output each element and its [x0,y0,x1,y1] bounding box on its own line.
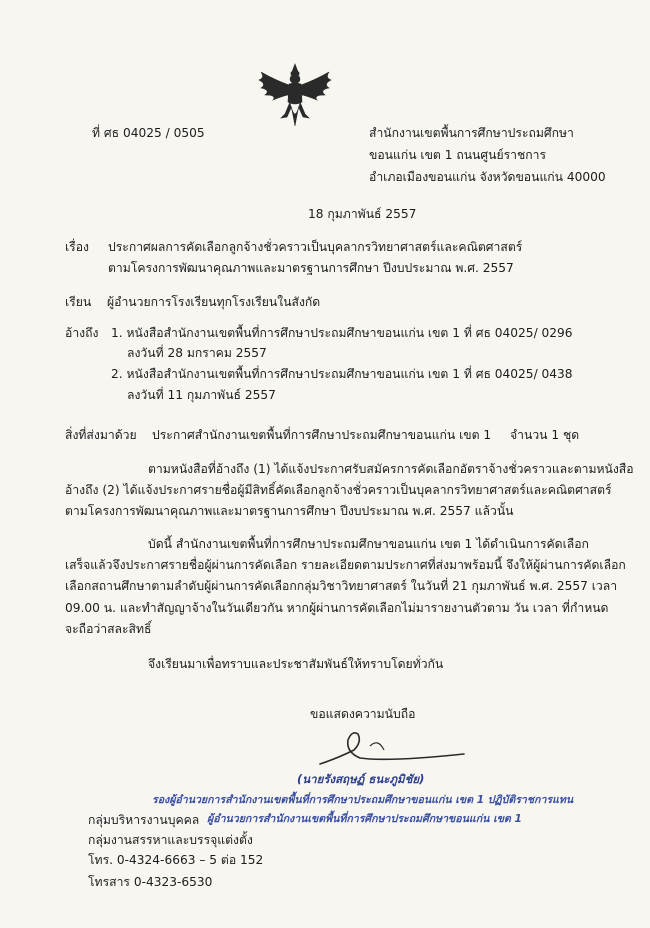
footer-unit: กลุ่มงานสรรหาและบรรจุแต่งตั้ง [88,833,253,847]
paragraph-3: จึงเรียนมาเพื่อทราบและประชาสัมพันธ์ให้ทราบโดยทั่วกัน [148,657,444,671]
reference-2-line1: 2. หนังสือสำนักงานเขตพื้นที่การศึกษาประถมศึกษาขอนแก่น เขต 1 ที่ ศธ 04025/ 0438 [111,367,573,381]
paragraph-2-line3: เลือกสถานศึกษาตามลำดับผู้ผ่านการคัดเลือกกลุ่มวิชาวิทยาศาสตร์ ในวันที่ 21 กุมภาพันธ์ พ.ศ. 2557 เวลา [65,579,618,593]
paragraph-2-line5: จะถือว่าสละสิทธิ์ [65,622,152,636]
subject-label: เรื่อง [65,240,89,254]
recipient-label: เรียน [65,295,92,309]
paragraph-2-line1: บัดนี้ สำนักงานเขตพื้นที่การศึกษาประถมศึกษาขอนแก่น เขต 1 ได้ดำเนินการคัดเลือก [148,537,589,551]
letter-date: 18 กุมภาพันธ์ 2557 [308,207,417,221]
signer-position-line1: รองผู้อำนวยการสำนักงานเขตพื้นที่การศึกษาประถมศึกษาขอนแก่น เขต 1 ปฏิบัติราชการแทน [152,794,574,806]
paragraph-1-line2: อ้างถึง (2) ได้แจ้งประกาศรายชื่อผู้มีสิทธิ์คัดเลือกลูกจ้างชั่วคราวเป็นบุคลากรวิทยาศาสตร์และคณิตศาสตร์ [65,483,612,497]
paragraph-2-line2: เสร็จแล้วจึงประกาศรายชื่อผู้ผ่านการคัดเลือก รายละเอียดตามประกาศที่ส่งมาพร้อมนี้ จึงให้ผู้ผ่านการคัดเลือก [65,558,626,572]
office-address-line1: สำนักงานเขตพื้นการศึกษาประถมศึกษา [369,126,574,140]
closing-salutation: ขอแสดงความนับถือ [310,707,416,721]
recipient-text: ผู้อำนวยการโรงเรียนทุกโรงเรียนในสังกัด [107,295,321,309]
paragraph-2-line4: 09.00 น. และทำสัญญาจ้างในวันเดียวกัน หากผู้ผ่านการคัดเลือกไม่มารายงานตัวตาม วัน เวลา ที่กำหนด [65,601,609,615]
signature [318,728,466,770]
subject-line2: ตามโครงการพัฒนาคุณภาพและมาตรฐานการศึกษา ปีงบประมาณ พ.ศ. 2557 [108,261,514,275]
reference-number: ที่ ศธ 04025 / 0505 [92,126,205,140]
reference-2-line2: ลงวันที่ 11 กุมภาพันธ์ 2557 [127,388,276,402]
enclosure-quantity: จำนวน 1 ชุด [510,428,580,442]
subject-line1: ประกาศผลการคัดเลือกลูกจ้างชั่วคราวเป็นบุคลากรวิทยาศาสตร์และคณิตศาสตร์ [108,240,523,254]
office-address-line3: อำเภอเมืองขอนแก่น จังหวัดขอนแก่น 40000 [369,170,606,184]
enclosure-label: สิ่งที่ส่งมาด้วย [65,428,137,442]
enclosure-text: ประกาศสำนักงานเขตพื้นที่การศึกษาประถมศึกษาขอนแก่น เขต 1 [152,428,492,442]
garuda-emblem [255,62,335,128]
reference-1-line2: ลงวันที่ 28 มกราคม 2557 [127,346,267,360]
footer-fax: โทรสาร 0-4323-6530 [88,875,213,889]
footer-telephone: โทร. 0-4324-6663 – 5 ต่อ 152 [88,853,264,867]
paragraph-1-line3: ตามโครงการพัฒนาคุณภาพและมาตรฐานการศึกษา ปีงบประมาณ พ.ศ. 2557 แล้วนั้น [65,504,514,518]
signer-position-line2: ผู้อำนวยการสำนักงานเขตพื้นที่การศึกษาประถมศึกษาขอนแก่น เขต 1 [207,813,522,825]
paragraph-1-line1: ตามหนังสือที่อ้างถึง (1) ได้แจ้งประกาศรับสมัครการคัดเลือกอัตราจ้างชั่วคราวและตามหนังสือ [148,462,634,476]
footer-department: กลุ่มบริหารงานบุคคล [88,813,200,827]
reference-1-line1: 1. หนังสือสำนักงานเขตพื้นที่การศึกษาประถมศึกษาขอนแก่น เขต 1 ที่ ศธ 04025/ 0296 [111,326,573,340]
references-label: อ้างถึง [65,326,99,340]
office-address-line2: ขอนแก่น เขต 1 ถนนศูนย์ราชการ [369,148,547,162]
signer-name: (นายรังสฤษฏ์ ธนะภูมิชัย) [297,772,425,786]
